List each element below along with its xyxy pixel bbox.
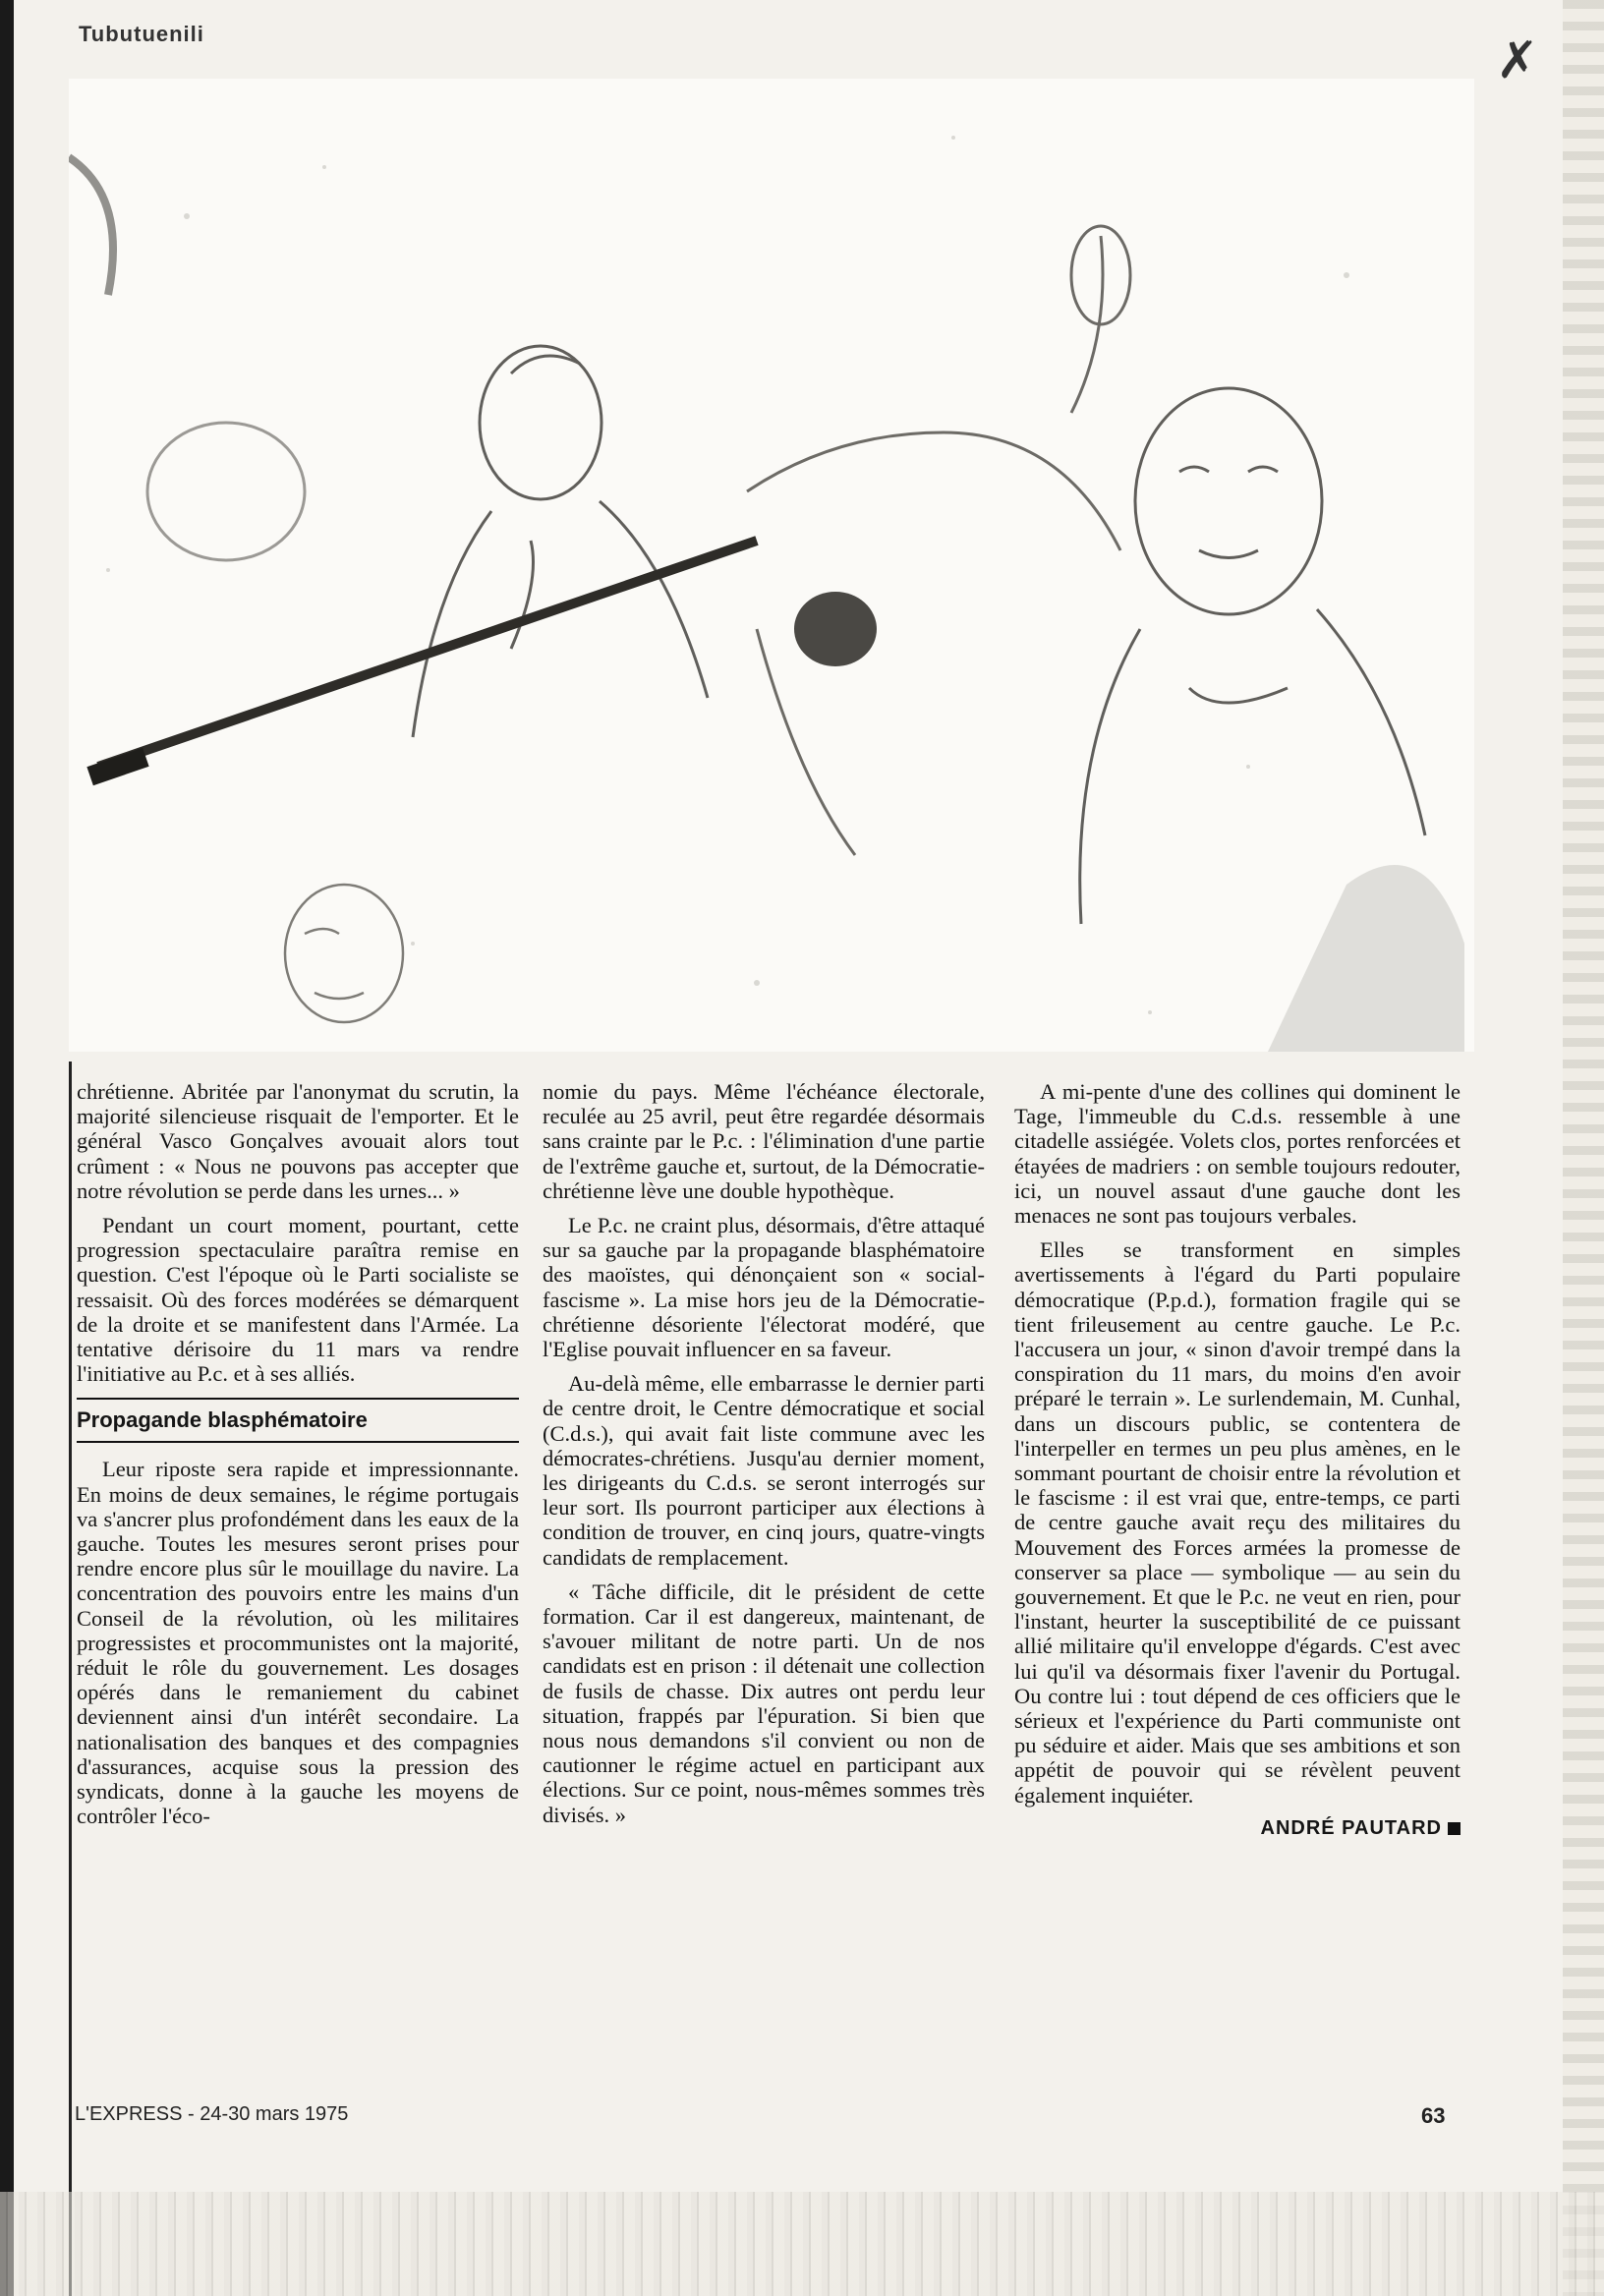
article-column-3: [1014, 1079, 1461, 1840]
scan-bottom-noise: [0, 2192, 1604, 2296]
paragraph: chrétienne. Abritée par l'anonymat du scrutin, la majorité silencieuse risquait de l'emporter. Et le général Vasco Gonçalves avouait alors tout crûment : « Nous ne pouvons pas accepter que notre révolution se perde dans les urnes... »: [77, 1079, 519, 1203]
page-number: 63: [1421, 2103, 1446, 2128]
scan-right-edge: [1563, 0, 1604, 2296]
paragraph: « Tâche difficile, dit le président de cette formation. Car il est dangereux, maintenant, de s'avouer militant de notre parti. Un de nos candidats est en prison : il détenait une collection de fusils de chasse. Dix autres ont perdu leur situation, frappés par l'épuration. Si bien que nous nous demandons s'il convient ou non de cautionner le régime actuel en participant aux élections. Sur ce point, nous-mêmes sommes très divisés. »: [543, 1578, 985, 1827]
top-label: Tubutuenili: [79, 22, 204, 46]
scan-column-rule: [69, 1062, 72, 2296]
article-column-2: [543, 1079, 985, 1837]
paragraph: Le P.c. ne craint plus, désormais, d'être attaqué sur sa gauche par la propagande blasphématoire des maoïstes, qui dénonçaient son « social-fascisme ». La mise hors jeu de la Démocratie-chrétienne désoriente l'électorat modéré, que l'Eglise pouvait influencer en sa faveur.: [543, 1213, 985, 1362]
article-photo: [69, 79, 1474, 1052]
section-subheading: Propagande blasphématoire: [77, 1398, 519, 1443]
paragraph: nomie du pays. Même l'échéance électorale, reculée au 25 avril, peut être regardée désormais sans crainte par le P.c. : l'élimination d'une partie de l'extrême gauche et, surtout, de la Démocratie-chrétienne lève une double hypothèque.: [543, 1079, 985, 1203]
handwritten-mark: ✗: [1496, 31, 1539, 90]
paragraph: Pendant un court moment, pourtant, cette progression spectaculaire paraîtra remise en question. C'est l'époque où le Parti socialiste se ressaisit. Où des forces modérées se démarquent de la droite et se manifestent dans l'Armée. La tentative dérisoire du 11 mars va rendre l'initiative au P.c. et à ses alliés.: [77, 1213, 519, 1387]
scan-left-edge: [0, 0, 14, 2296]
author-name: ANDRÉ PAUTARD: [1260, 1816, 1442, 1839]
photo-illustration: [69, 79, 1474, 1052]
publication-footer: L'EXPRESS - 24-30 mars 1975: [75, 2103, 349, 2125]
article-column-1: [77, 1079, 519, 1838]
author-signature: [1261, 1817, 1461, 1840]
paragraph: Au-delà même, elle embarrasse le dernier parti de centre droit, le Centre démocratique et social (C.d.s.), qui avait fait liste commune avec les démocrates-chrétiens. Jusqu'au dernier moment, les dirigeants du C.d.s. se seront interrogés sur leur sort. Ils pourront participer aux élections à condition de trouver, en cinq jours, quatre-vingts candidats de remplacement.: [543, 1371, 985, 1570]
end-mark-icon: [1448, 1822, 1461, 1835]
paragraph: Elles se transforment en simples avertissements à l'égard du Parti populaire démocratique (P.p.d.), formation fragile qui se tient frileusement au centre gauche. Le P.c. l'accusera un jour, « sinon d'avoir trempé dans la conspiration du 11 mars, du moins d'en avoir préparé le terrain ». Le surlendemain, M. Cunhal, dans un discours public, se contentera de l'interpeller en termes un peu plus amènes, en le sommant pourtant de choisir entre la révolution et le fascisme : il est vrai que, entre-temps, ce parti de centre gauche avait reçu des militaires du Mouvement des Forces armées la promesse de conserver sa place — symbolique — au sein du gouvernement. Et que le P.c. ne veut en rien, pour l'instant, heurter la susceptibilité de ce puissant allié militaire qu'il enveloppe d'égards. C'est avec lui qu'il va désormais fixer l'avenir du Portugal. Ou contre lui : tout dépend de ces officiers que le sérieux et l'expérience du Parti communiste ont pu séduire et aider. Mais que ses ambitions et son appétit de pouvoir qui se révèlent peuvent également inquiéter.: [1014, 1237, 1461, 1808]
paragraph: Leur riposte sera rapide et impressionnante. En moins de deux semaines, le régime portugais va s'ancrer plus profondément dans les eaux de la gauche. Toutes les mesures seront prises pour rendre encore plus sûr le mouillage du navire. La concentration des pouvoirs entre les mains d'un Conseil de la révolution, où les militaires progressistes et procommunistes ont la majorité, réduit le rôle du gouvernement. Les dosages opérés dans le remaniement du cabinet deviennent ainsi d'un intérêt secondaire. La nationalisation des banques et des compagnies d'assurances, acquise sous la pression des syndicats, donne à la gauche les moyens de contrôler l'éco-: [77, 1457, 519, 1829]
paragraph: A mi-pente d'une des collines qui dominent le Tage, l'immeuble du C.d.s. ressemble à une citadelle assiégée. Volets clos, portes renforcées et étayées de madriers : on semble toujours redouter, ici, un nouvel assaut d'une gauche dont les menaces ne sont pas toujours verbales.: [1014, 1079, 1461, 1229]
